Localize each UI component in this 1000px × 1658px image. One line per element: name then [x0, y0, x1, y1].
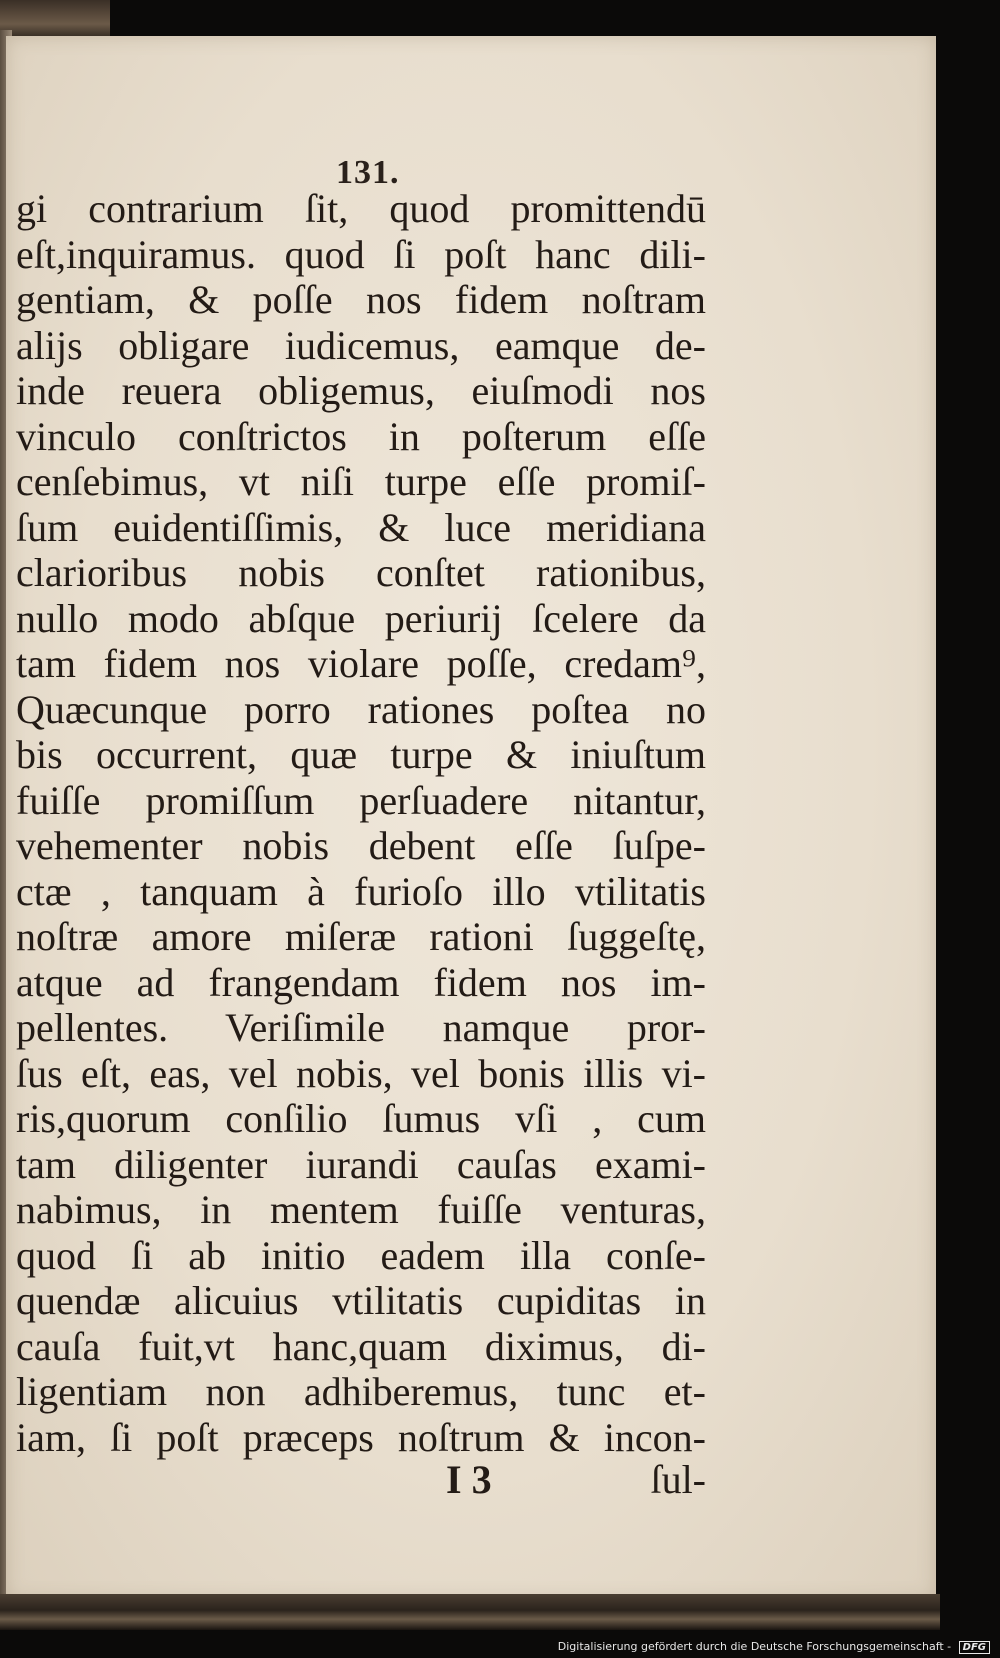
- text-line: ligentiam non adhiberemus, tunc et-: [16, 1369, 706, 1414]
- text-line: quendæ alicuius vtilitatis cupiditas in: [16, 1278, 706, 1323]
- credit-text: Digitalisierung gefördert durch die Deutsche Forschungsgemeinschaft -: [557, 1640, 952, 1653]
- text-line: ctæ , tanquam à furioſo illo vtilitatis: [16, 868, 706, 914]
- text-line: gi contrarium ſit, quod promittendū: [16, 186, 706, 231]
- text-line: atque ad frangendam fidem nos im-: [16, 959, 706, 1005]
- book-page: [6, 36, 936, 1600]
- page-number: 131.: [336, 154, 400, 191]
- text-line: eſt,inquiramus. quod ſi poſt hanc dili-: [16, 231, 706, 277]
- text-line: vinculo conſtrictos in poſterum eſſe: [16, 413, 706, 459]
- book-cover-edge-bottom: [0, 1594, 940, 1630]
- text-line: alijs obligare iudicemus, eamque de-: [16, 322, 706, 368]
- text-line: iam, ſi poſt præceps noſtrum & incon-: [16, 1414, 706, 1460]
- text-line: tam diligenter iurandi cauſas exami-: [16, 1141, 706, 1187]
- text-line: ris,quorum conſilio ſumus vſi , cum: [16, 1096, 706, 1141]
- text-line: gentiam, & poſſe nos fidem noſtram: [16, 277, 706, 322]
- digitization-credit: [558, 1640, 990, 1654]
- text-line: bis occurrent, quæ turpe & iniuſtum: [16, 732, 706, 777]
- text-line: nabimus, in mentem fuiſſe venturas,: [16, 1187, 706, 1232]
- text-line: cenſebimus, vt niſi turpe eſſe promiſ-: [16, 459, 706, 504]
- text-line: fuiſſe promiſſum perſuadere nitantur,: [16, 777, 706, 823]
- text-line: clarioribus nobis conſtet rationibus,: [16, 550, 706, 595]
- text-line: inde reuera obligemus, eiuſmodi nos: [16, 368, 706, 413]
- text-line: nullo modo abſque periurij ſcelere da: [16, 595, 706, 641]
- signature-mark: I 3: [446, 1457, 492, 1502]
- text-line: noſtræ amore miſeræ rationi ſuggeſtę,: [16, 914, 706, 959]
- text-block: [16, 186, 706, 1460]
- text-line: Quæcunque porro rationes poſtea no: [16, 686, 706, 732]
- page-footer: [16, 1456, 706, 1502]
- text-line: pellentes. Veriſimile namque pror-: [16, 1005, 706, 1050]
- dfg-logo: DFG: [959, 1641, 990, 1654]
- book-cover-edge-top: [0, 0, 110, 40]
- text-line: ſus eſt, eas, vel nobis, vel bonis illis vi-: [16, 1050, 706, 1096]
- text-line: tam fidem nos violare poſſe, credam⁹,: [16, 641, 706, 686]
- text-line: cauſa fuit,vt hanc,quam diximus, di-: [16, 1323, 706, 1369]
- text-line: ſum euidentiſſimis, & luce meridiana: [16, 504, 706, 550]
- text-line: quod ſi ab initio eadem illa conſe-: [16, 1232, 706, 1278]
- text-line: vehementer nobis debent eſſe ſuſpe-: [16, 823, 706, 868]
- catchword: ſul-: [650, 1457, 706, 1502]
